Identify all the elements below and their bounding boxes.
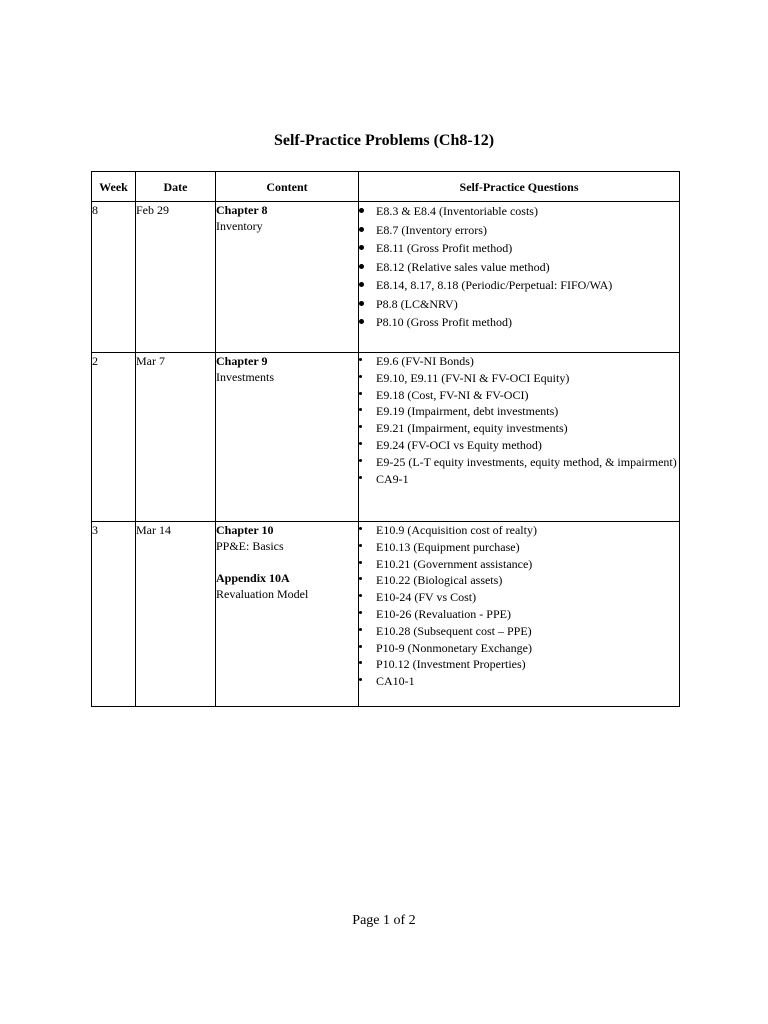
questions-cell (359, 202, 680, 353)
header-week: Week (92, 172, 136, 202)
list-item: E9-25 (L-T equity investments, equity method, & impairment) (359, 454, 679, 471)
table-row (92, 522, 680, 707)
list-item: E10.9 (Acquisition cost of realty) (359, 522, 679, 539)
appendix-heading: Appendix 10A (216, 571, 290, 585)
list-item: E9.21 (Impairment, equity investments) (359, 420, 679, 437)
question-list (359, 202, 679, 332)
list-item: E9.6 (FV-NI Bonds) (359, 353, 679, 370)
list-item: E8.14, 8.17, 8.18 (Periodic/Perpetual: FIFO/WA) (359, 276, 679, 295)
chapter-topic: Inventory (216, 219, 263, 233)
week-cell: 2 (92, 353, 136, 522)
document-title: Self-Practice Problems (Ch8-12) (273, 132, 495, 149)
list-item: E10.22 (Biological assets) (359, 572, 679, 589)
content-cell (216, 522, 359, 707)
question-list (359, 522, 679, 690)
chapter-heading: Chapter 10 (216, 523, 274, 537)
list-item: E10-26 (Revaluation - PPE) (359, 606, 679, 623)
list-item: E8.3 & E8.4 (Inventoriable costs) (359, 202, 679, 221)
date-cell: Feb 29 (136, 202, 216, 353)
date-cell: Mar 14 (136, 522, 216, 707)
table-row (92, 202, 680, 353)
list-item: P10-9 (Nonmonetary Exchange) (359, 640, 679, 657)
table-row (92, 353, 680, 522)
chapter-topic: Investments (216, 370, 274, 384)
header-date: Date (136, 172, 216, 202)
chapter-heading: Chapter 9 (216, 354, 268, 368)
list-item: P8.8 (LC&NRV) (359, 295, 679, 314)
questions-cell (359, 522, 680, 707)
list-item: E8.12 (Relative sales value method) (359, 258, 679, 277)
list-item: E9.10, E9.11 (FV-NI & FV-OCI Equity) (359, 370, 679, 387)
header-content: Content (216, 172, 359, 202)
list-item: E10-24 (FV vs Cost) (359, 589, 679, 606)
list-item: E9.19 (Impairment, debt investments) (359, 403, 679, 420)
header-questions: Self-Practice Questions (359, 172, 680, 202)
list-item: E10.28 (Subsequent cost – PPE) (359, 623, 679, 640)
self-practice-table (91, 171, 680, 707)
week-cell: 3 (92, 522, 136, 707)
chapter-heading: Chapter 8 (216, 203, 268, 217)
table-header-row (92, 172, 680, 202)
list-item: E10.13 (Equipment purchase) (359, 539, 679, 556)
list-item: E9.18 (Cost, FV-NI & FV-OCI) (359, 387, 679, 404)
chapter-topic: PP&E: Basics (216, 539, 284, 553)
list-item: P8.10 (Gross Profit method) (359, 313, 679, 332)
list-item: CA9-1 (359, 471, 679, 488)
questions-cell (359, 353, 680, 522)
list-item: P10.12 (Investment Properties) (359, 656, 679, 673)
list-item: E9.24 (FV-OCI vs Equity method) (359, 437, 679, 454)
list-item: CA10-1 (359, 673, 679, 690)
content-cell (216, 353, 359, 522)
week-cell: 8 (92, 202, 136, 353)
date-cell: Mar 7 (136, 353, 216, 522)
list-item: E8.7 (Inventory errors) (359, 221, 679, 240)
appendix-topic: Revaluation Model (216, 587, 309, 601)
page-number: Page 1 of 2 (352, 913, 416, 928)
question-list (359, 353, 679, 487)
list-item: E8.11 (Gross Profit method) (359, 239, 679, 258)
content-cell (216, 202, 359, 353)
list-item: E10.21 (Government assistance) (359, 556, 679, 573)
